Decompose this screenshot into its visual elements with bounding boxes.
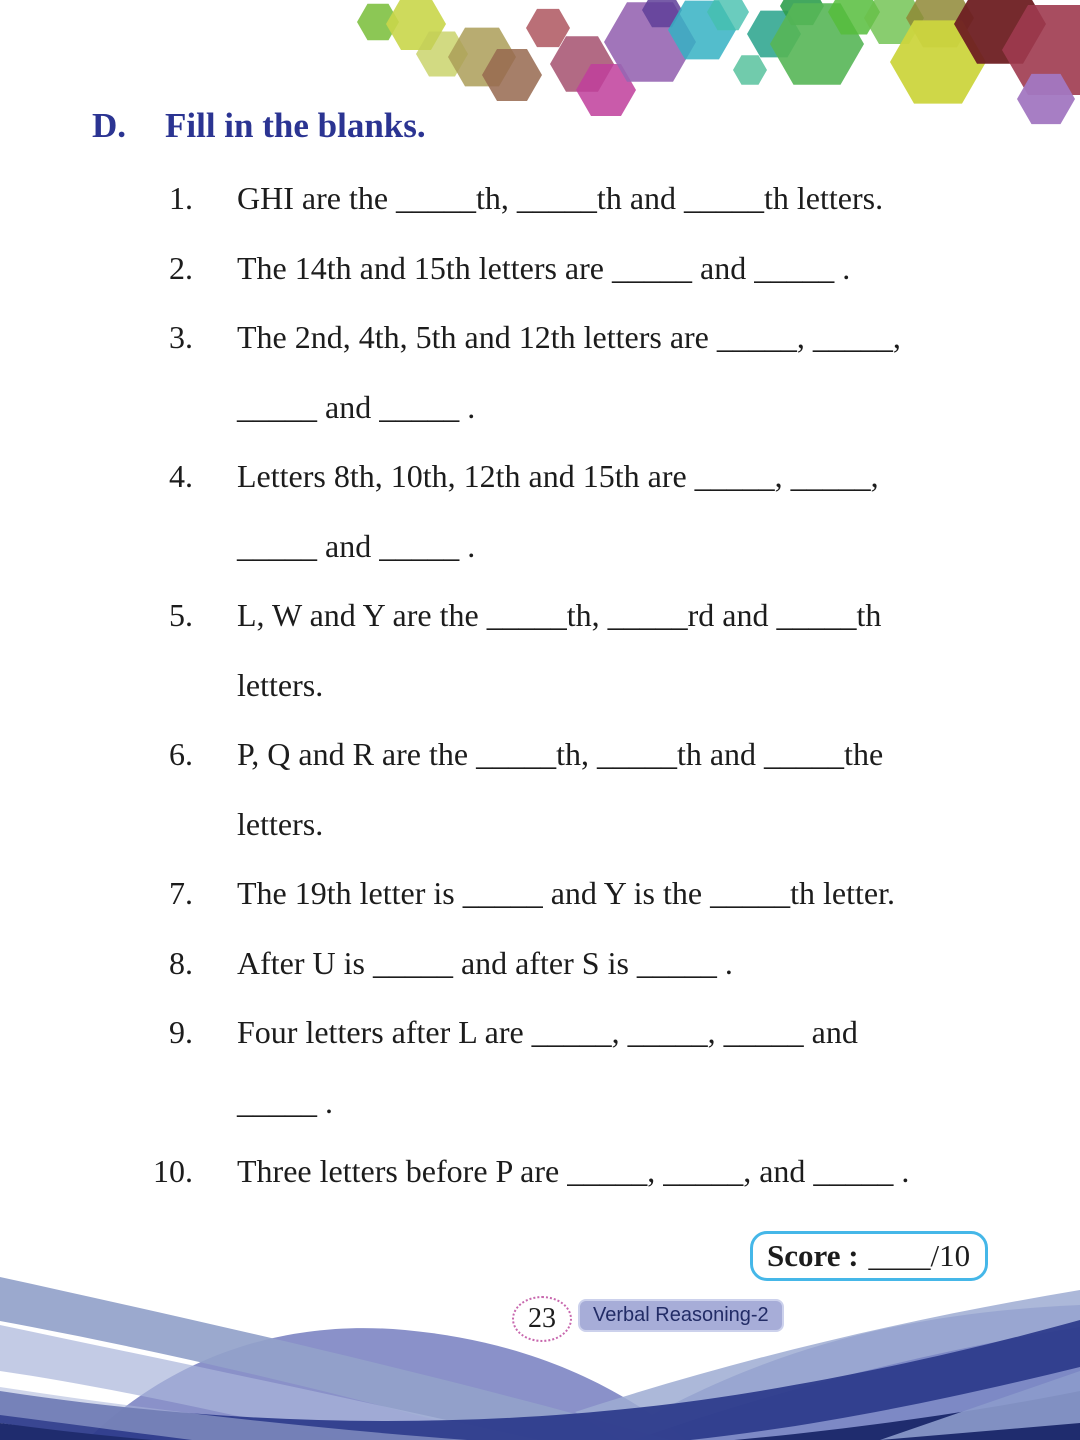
question-number: 1. — [169, 180, 193, 216]
score-box — [750, 1231, 988, 1281]
question-text: The 2nd, 4th, 5th and 12th letters are _____, _____, — [237, 319, 901, 355]
section-label: D. — [92, 106, 127, 145]
question-number: 6. — [169, 736, 193, 772]
question-row — [0, 998, 1080, 1137]
question-number: 9. — [169, 1014, 193, 1050]
question-text: _____ . — [237, 1083, 333, 1120]
question-number: 4. — [169, 458, 193, 494]
question-text: Letters 8th, 10th, 12th and 15th are _____, _____, — [237, 458, 879, 494]
question-text: P, Q and R are the _____th, _____th and _____the — [237, 736, 884, 772]
question-number: 7. — [169, 875, 193, 911]
question-row — [0, 234, 1080, 304]
question-text: The 14th and 15th letters are _____ and _____ . — [237, 249, 851, 286]
question-row — [0, 859, 1080, 929]
score-value: ____/10 — [868, 1238, 971, 1273]
question-number: 8. — [169, 944, 193, 981]
question-row — [0, 1137, 1080, 1207]
score-label: Score : — [767, 1238, 859, 1273]
page-title: Fill in the blanks. — [165, 106, 426, 145]
question-text: letters. — [237, 666, 324, 703]
question-row — [0, 442, 1080, 581]
question-text: GHI are the _____th, _____th and _____th letters. — [237, 180, 884, 216]
question-text: letters. — [237, 805, 324, 842]
question-text: After U is _____ and after S is _____ . — [237, 944, 733, 981]
question-list — [0, 164, 1080, 1207]
question-text: _____ and _____ . — [237, 527, 476, 564]
question-row — [0, 164, 1080, 234]
question-text: Three letters before P are _____, _____, and _____ . — [237, 1153, 910, 1189]
question-text: _____ and _____ . — [237, 388, 476, 425]
question-row — [0, 303, 1080, 442]
question-number: 5. — [169, 597, 193, 633]
question-row — [0, 720, 1080, 859]
book-title-chip: Verbal Reasoning-2 — [578, 1299, 784, 1332]
hexagon-decoration — [320, 0, 1080, 140]
question-number: 3. — [169, 319, 193, 355]
question-number: 10. — [153, 1153, 193, 1189]
question-text: L, W and Y are the _____th, _____rd and _____th — [237, 597, 882, 633]
question-text: Four letters after L are _____, _____, _____ and — [237, 1014, 858, 1050]
page-number-badge: 23 — [512, 1296, 572, 1342]
footer — [0, 1294, 1080, 1344]
question-row — [0, 581, 1080, 720]
section-title-row — [92, 106, 426, 146]
question-text: The 19th letter is _____ and Y is the _____th letter. — [237, 875, 895, 911]
question-number: 2. — [169, 249, 193, 286]
question-row — [0, 929, 1080, 999]
